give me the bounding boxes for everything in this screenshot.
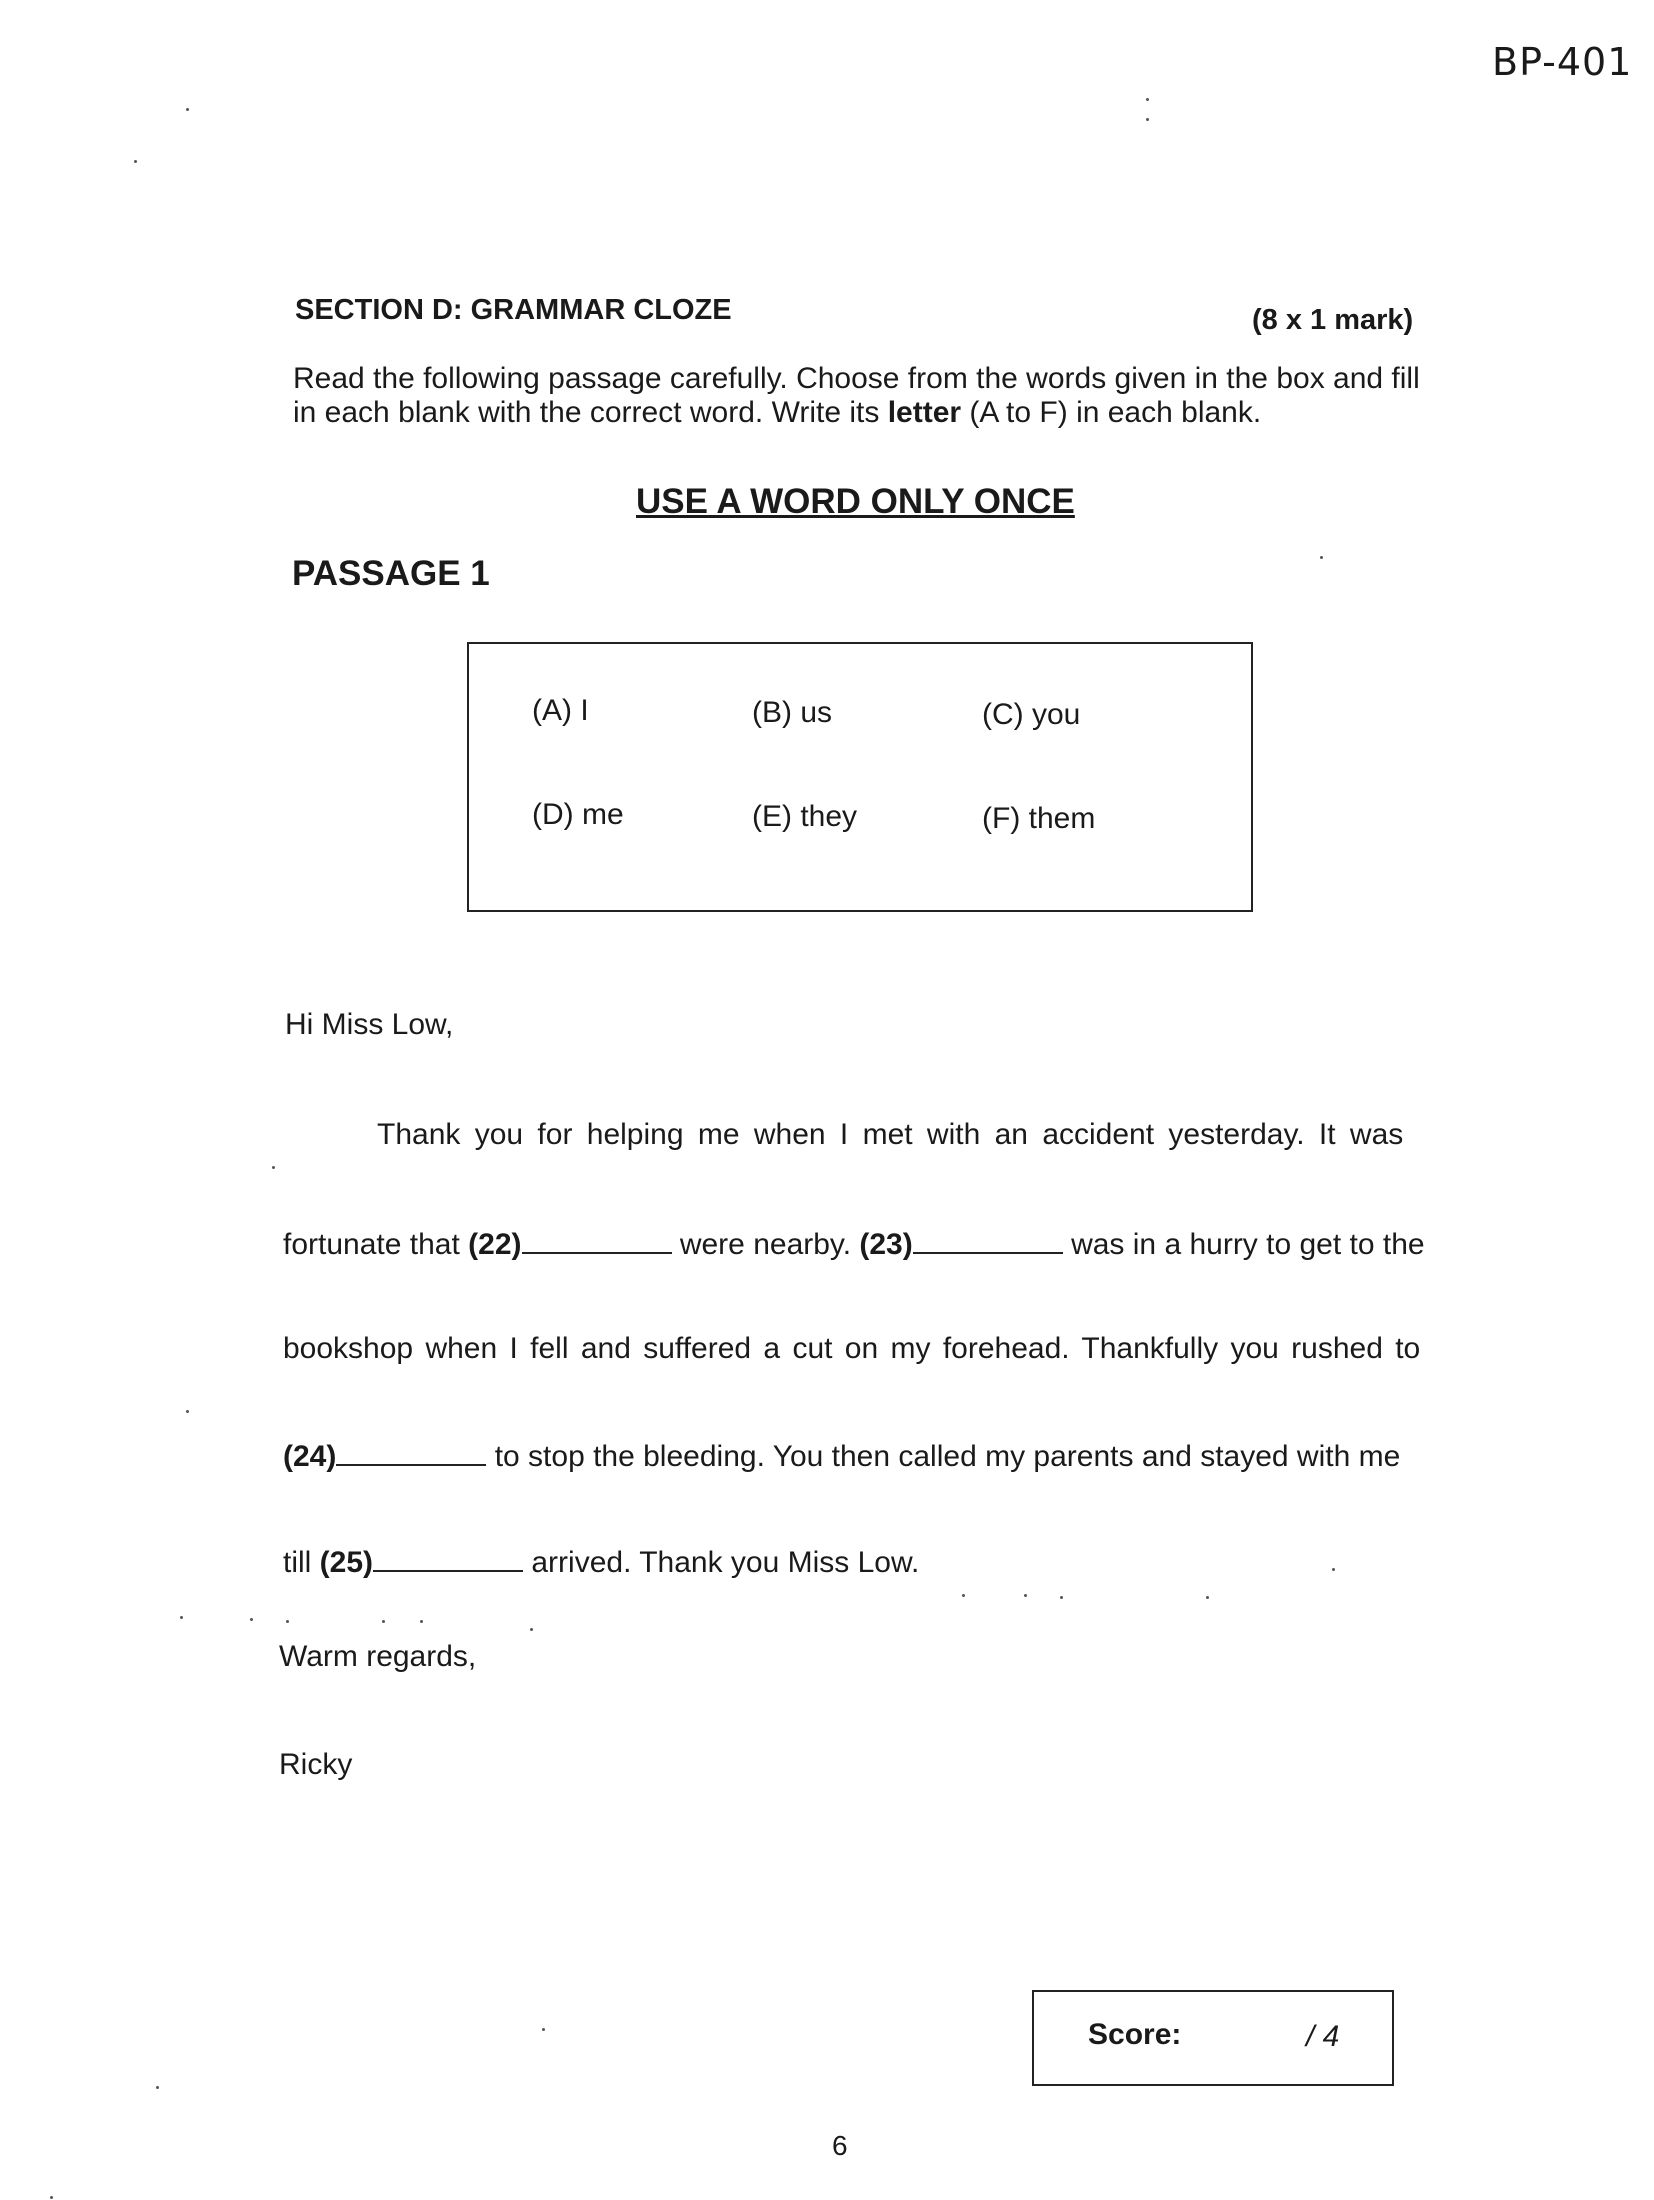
scan-speck <box>530 1628 533 1631</box>
question-25-blank[interactable] <box>373 1544 523 1572</box>
scan-speck <box>420 1620 423 1623</box>
instructions-text-end: (A to F) in each blank. <box>961 396 1262 429</box>
option-c: (C) you <box>982 698 1081 731</box>
passage-text: were nearby. <box>671 1228 860 1261</box>
scan-speck <box>134 160 137 163</box>
passage-line-3-text: bookshop when I fell and suffered a cut on my forehead. Thankfully you rushed to <box>283 1332 1421 1365</box>
word-box <box>467 642 1253 912</box>
question-23-blank[interactable] <box>913 1226 1063 1254</box>
score-value: / 4 <box>1306 2020 1340 2053</box>
passage-line-1-text: Thank you for helping me when I met with an accident yesterday. It was <box>377 1118 1404 1151</box>
scan-speck <box>962 1594 965 1597</box>
passage-line-5-content <box>283 1544 919 1580</box>
scan-speck <box>1332 1568 1335 1571</box>
scan-speck <box>1060 1596 1063 1599</box>
scan-speck <box>1146 118 1149 121</box>
letter-closing: Warm regards, <box>279 1640 477 1673</box>
section-marks: (8 x 1 mark) <box>1252 304 1414 336</box>
passage-text: to stop the bleeding. You then called my parents and stayed with me <box>486 1440 1401 1473</box>
paper-code: BP-401 <box>1492 40 1633 84</box>
question-22-blank[interactable] <box>522 1226 672 1254</box>
passage-line-4-content <box>283 1438 1400 1474</box>
question-24-blank[interactable] <box>336 1438 486 1466</box>
option-e: (E) they <box>752 800 858 833</box>
scan-speck <box>186 108 189 111</box>
instructions-emphasis: letter <box>887 396 962 429</box>
score-box <box>1032 1990 1394 2086</box>
score-label: Score: <box>1088 2018 1182 2051</box>
scan-speck <box>1206 1596 1209 1599</box>
scan-speck <box>1320 556 1323 559</box>
scan-speck <box>382 1620 385 1623</box>
option-b: (B) us <box>752 696 833 729</box>
section-title: SECTION D: GRAMMAR CLOZE <box>295 294 732 326</box>
scan-speck <box>1146 98 1149 101</box>
question-23-number: (23) <box>859 1228 913 1261</box>
passage-title: PASSAGE 1 <box>292 554 490 593</box>
scan-speck <box>250 1618 253 1621</box>
option-a: (A) I <box>532 694 589 727</box>
passage-line-4 <box>283 1438 1417 1474</box>
passage-line-1 <box>283 1118 1417 1152</box>
scan-speck <box>542 2028 545 2031</box>
instructions-text: Read the following passage carefully. Choose from the words given in the box and fill in each blank with the correct word. Write its <box>293 362 1420 429</box>
rule-heading: USE A WORD ONLY ONCE <box>636 482 1075 521</box>
scan-speck <box>50 2196 53 2199</box>
passage-line-3 <box>283 1332 1421 1366</box>
question-24-number: (24) <box>283 1440 337 1473</box>
scan-speck <box>156 2086 159 2089</box>
instructions <box>293 362 1433 430</box>
question-22-number: (22) <box>468 1228 522 1261</box>
question-25-number: (25) <box>319 1546 374 1579</box>
passage-line-5 <box>283 1544 1417 1580</box>
scan-speck <box>186 1410 189 1413</box>
scan-speck <box>1024 1594 1027 1597</box>
passage-text: till <box>283 1546 320 1579</box>
passage-text: fortunate that <box>283 1228 469 1261</box>
option-d: (D) me <box>532 798 624 831</box>
letter-signature: Ricky <box>279 1748 353 1781</box>
page-number: 6 <box>832 2130 848 2161</box>
scan-speck <box>180 1616 183 1619</box>
passage-text: arrived. Thank you Miss Low. <box>523 1546 920 1579</box>
passage-line-2-content <box>283 1226 1425 1262</box>
passage-text: was in a hurry to get to the <box>1062 1228 1425 1261</box>
letter-greeting: Hi Miss Low, <box>285 1008 454 1041</box>
option-f: (F) them <box>982 802 1096 835</box>
scan-speck <box>272 1166 275 1169</box>
passage-line-2 <box>283 1226 1425 1262</box>
scan-speck <box>286 1620 289 1623</box>
